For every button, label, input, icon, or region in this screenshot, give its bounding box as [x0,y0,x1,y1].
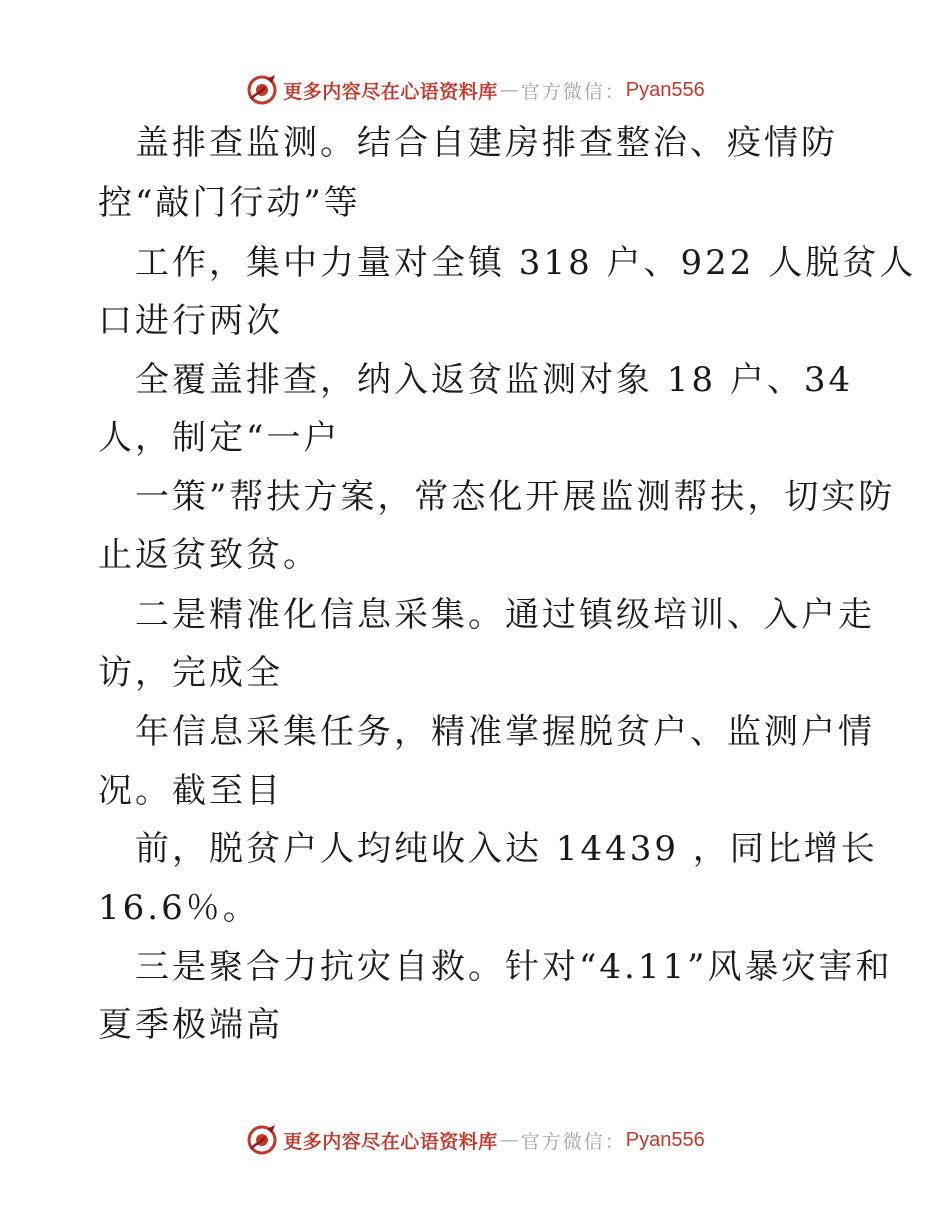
banner-title: 更多内容尽在心语资料库 [283,1130,498,1153]
text-line: 盖排查监测。结合自建房排查整治、疫情防 [135,123,838,163]
banner-title: 更多内容尽在心语资料库 [283,80,498,103]
banner-separator: — [499,1129,519,1151]
banner-wechat-id: Pyan556 [625,1128,705,1151]
text-line: 二是精准化信息采集。通过镇级培训、入户走 [135,595,875,635]
text-line: 访，完成全 [98,653,283,693]
text-line: 止返贫致贫。 [98,535,320,575]
pen-logo-icon [245,1123,279,1157]
header-watermark-banner [0,70,950,110]
banner-wechat-id: Pyan556 [625,78,705,101]
text-line: 况。截至目 [98,771,283,811]
banner-wechat-label: 官方微信： [520,80,626,103]
banner-separator: — [499,79,519,101]
pen-logo-icon [245,73,279,107]
text-line: 前，脱贫户人均纯收入达 14439 ，同比增长 [135,829,878,869]
text-line: 三是聚合力抗灾自救。针对“4.11”风暴灾害和 [135,947,893,987]
text-line: 控“敲门行动”等 [98,183,361,223]
text-line: 口进行两次 [98,301,283,341]
text-line: 一策”帮扶方案，常态化开展监测帮扶，切实防 [135,477,896,517]
banner-wechat-label: 官方微信： [520,1130,626,1153]
footer-watermark-banner [0,1120,950,1160]
text-line: 夏季极端高 [98,1005,283,1045]
text-line: 人，制定“一户 [98,418,341,458]
text-line: 工作，集中力量对全镇 318 户、922 人脱贫人 [135,243,917,283]
text-line: 年信息采集任务，精准掌握脱贫户、监测户情 [135,712,875,752]
text-line: 全覆盖排查，纳入返贫监测对象 18 户、34 [135,360,854,400]
text-line: 16.6％。 [98,888,260,928]
